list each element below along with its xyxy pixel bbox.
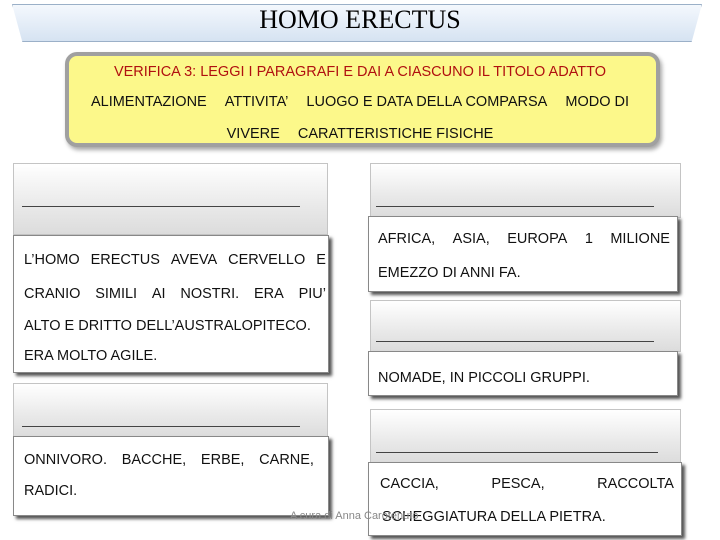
paragraph-food-line1: ONNIVORO. BACCHE, ERBE, CARNE, — [24, 452, 314, 468]
answer-line — [376, 341, 654, 342]
options-row-2 — [0, 126, 720, 142]
option-attivita: ATTIVITA’ — [224, 94, 289, 110]
option-modo-di: MODO DI — [565, 94, 630, 110]
option-alimentazione: ALIMENTAZIONE — [90, 94, 207, 110]
paragraph-place-line1: AFRICA, ASIA, EUROPA 1 MILIONE — [378, 231, 670, 247]
answer-line — [22, 426, 300, 427]
answer-slot-place[interactable] — [370, 163, 681, 218]
paragraph-food-box — [13, 436, 329, 516]
options-row-1 — [0, 94, 720, 110]
answer-slot-physical[interactable] — [13, 163, 328, 235]
footer-credit: A cura di Anna Carotenuto — [290, 510, 419, 522]
paragraph-physical-line3: ALTO E DRITTO DELL’AUSTRALOPITECO. — [24, 318, 311, 334]
option-caratteristiche: CARATTERISTICHE FISICHE — [297, 126, 494, 142]
answer-slot-activity[interactable] — [370, 409, 681, 464]
paragraph-activity-line2: SCHEGGIATURA DELLA PIETRA. — [382, 509, 606, 525]
paragraph-physical-line1: L’HOMO ERECTUS AVEVA CERVELLO E — [24, 252, 326, 268]
paragraph-food-line2: RADICI. — [24, 483, 78, 499]
answer-line — [376, 206, 654, 207]
answer-slot-food[interactable] — [13, 383, 328, 438]
paragraph-physical-line2: CRANIO SIMILI AI NOSTRI. ERA PIU’ — [24, 286, 326, 302]
paragraph-physical-line4: ERA MOLTO AGILE. — [24, 348, 158, 364]
paragraph-life-line1: NOMADE, IN PICCOLI GRUPPI. — [378, 370, 590, 386]
answer-line — [376, 452, 658, 453]
answer-slot-life[interactable] — [370, 300, 681, 352]
page-title: HOMO ERECTUS — [259, 5, 461, 34]
option-vivere: VIVERE — [226, 126, 280, 142]
instructions-text: VERIFICA 3: LEGGI I PARAGRAFI E DAI A CIASCUNO IL TITOLO ADATTO — [113, 64, 607, 80]
option-luogo-data: LUOGO E DATA DELLA COMPARSA — [306, 94, 548, 110]
paragraph-activity-line1: CACCIA, PESCA, RACCOLTA — [380, 476, 674, 492]
answer-line — [22, 206, 300, 207]
paragraph-place-line2: EMEZZO DI ANNI FA. — [378, 265, 521, 281]
